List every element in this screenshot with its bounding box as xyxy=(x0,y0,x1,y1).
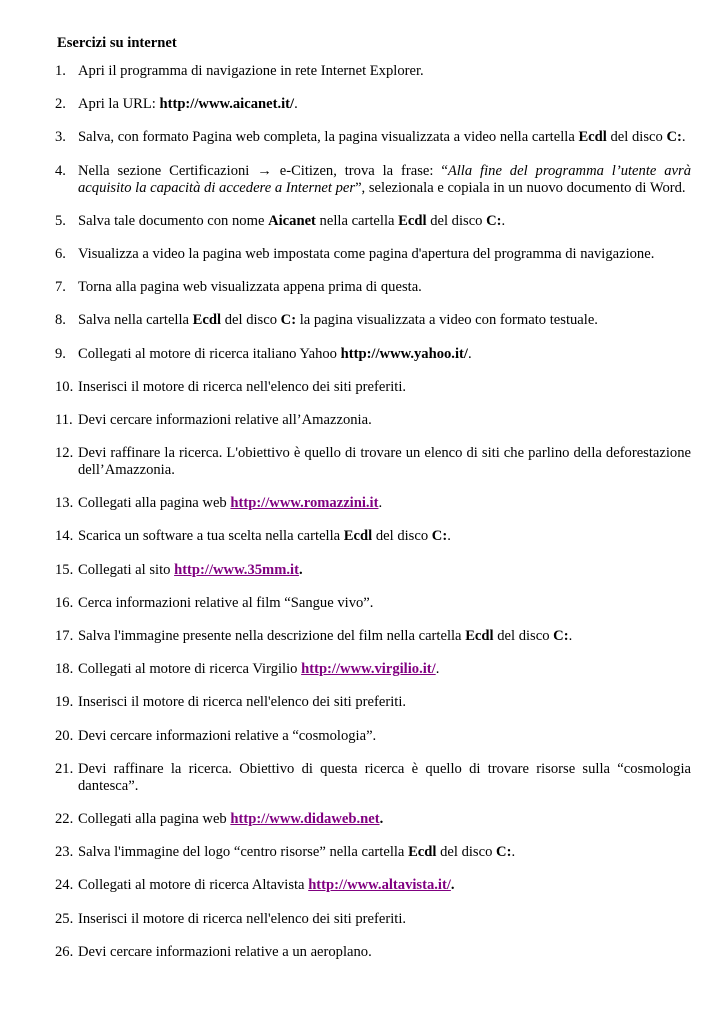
text-segment: Apri il programma di navigazione in rete Internet Explorer. xyxy=(78,63,424,79)
url-link[interactable]: http://www.altavista.it/ xyxy=(308,877,451,894)
exercise-item xyxy=(55,163,691,197)
exercise-text xyxy=(78,661,439,677)
text-segment: Devi cercare informazioni relative all’Amazzonia. xyxy=(78,411,372,428)
text-segment: Salva tale documento con nome xyxy=(78,212,269,229)
exercise-text xyxy=(78,628,572,644)
exercise-number: 19. xyxy=(55,694,74,711)
exercise-item xyxy=(55,562,691,579)
exercise-item xyxy=(55,911,691,928)
exercise-item xyxy=(55,213,691,230)
exercise-item xyxy=(55,312,691,329)
exercise-number: 18. xyxy=(55,661,74,678)
exercise-item xyxy=(55,96,691,113)
exercise-number: 1. xyxy=(55,63,66,79)
exercise-item xyxy=(55,246,691,263)
exercise-item xyxy=(55,694,691,711)
text-segment: Salva nella cartella xyxy=(78,312,193,329)
bold-text: C: xyxy=(280,312,297,329)
exercise-text xyxy=(78,944,372,960)
exercise-number: 20. xyxy=(55,727,74,744)
exercise-number: 12. xyxy=(55,445,74,462)
exercise-item xyxy=(55,445,691,479)
text-segment: del disco xyxy=(372,528,432,545)
text-segment: del disco xyxy=(606,129,667,146)
exercise-text xyxy=(78,213,505,229)
text-segment: Collegati alla pagina web xyxy=(78,810,231,827)
exercise-text xyxy=(78,811,383,827)
exercise-item xyxy=(55,877,691,894)
exercise-text xyxy=(78,346,472,362)
quoted-phrase: Alla fine del programma l’utente avrà acquisito la capacità di accedere a Internet per xyxy=(78,162,691,196)
exercise-item xyxy=(55,379,691,396)
text-segment: del disco xyxy=(436,844,497,861)
text-segment: Devi cercare informazioni relative a un aeroplano. xyxy=(78,943,372,960)
exercise-number: 3. xyxy=(55,129,66,146)
exercise-text xyxy=(78,844,515,860)
exercise-text xyxy=(78,728,376,744)
text-segment: Devi raffinare la ricerca. Obiettivo di questa ricerca è quello di trovare risorse sulla “cosmologia dantesca”. xyxy=(78,760,691,794)
text-segment: . xyxy=(501,212,506,229)
text-segment: Salva l'immagine del logo “centro risorse” nella cartella xyxy=(78,844,409,861)
exercise-text xyxy=(78,562,303,578)
exercise-number: 17. xyxy=(55,628,74,644)
exercise-text xyxy=(78,445,691,478)
text-segment: Collegati alla pagina web xyxy=(78,495,231,512)
exercise-text xyxy=(78,279,422,295)
exercise-text xyxy=(78,694,406,710)
text-segment: Cerca informazioni relative al film “Sangue vivo”. xyxy=(78,594,374,611)
text-segment: Collegati al motore di ricerca italiano Yahoo xyxy=(78,345,341,362)
exercise-item xyxy=(55,761,691,795)
exercise-text xyxy=(78,911,406,927)
text-segment: del disco xyxy=(426,212,487,229)
text-segment: Salva l'immagine presente nella descrizione del film nella cartella xyxy=(78,628,466,644)
text-segment: Inserisci il motore di ricerca nell'elenco dei siti preferiti. xyxy=(78,378,407,395)
exercise-text xyxy=(78,528,451,544)
document-title: Esercizi su internet xyxy=(57,35,177,51)
exercise-item xyxy=(55,129,691,146)
bold-text: Ecdl xyxy=(578,129,607,146)
exercise-number: 26. xyxy=(55,943,74,960)
exercise-text xyxy=(78,761,691,794)
text-segment: . xyxy=(568,628,573,644)
text-segment: la pagina visualizzata a video con formato testuale. xyxy=(296,312,598,329)
text-segment: Inserisci il motore di ricerca nell'elenco dei siti preferiti. xyxy=(78,910,407,927)
exercise-item xyxy=(55,63,691,80)
exercise-text xyxy=(78,246,654,262)
bold-text: http://www.yahoo.it/ xyxy=(340,345,468,362)
exercise-number: 21. xyxy=(55,760,74,777)
exercise-item xyxy=(55,661,691,678)
exercise-number: 4. xyxy=(55,162,66,179)
exercise-number: 9. xyxy=(55,345,66,362)
exercise-item xyxy=(55,528,691,545)
text-segment: . xyxy=(447,528,451,545)
exercise-text xyxy=(78,312,598,328)
text-segment: Nella sezione Certificazioni → e-Citizen, trova la frase: “ xyxy=(78,162,448,179)
bold-text: Ecdl xyxy=(408,844,437,861)
exercise-number: 8. xyxy=(55,312,66,329)
text-segment: . xyxy=(294,96,298,113)
text-segment: del disco xyxy=(493,628,554,644)
exercise-number: 2. xyxy=(55,96,66,113)
bold-text: Ecdl xyxy=(192,312,222,329)
exercise-number: 5. xyxy=(55,212,66,229)
exercise-text xyxy=(78,96,298,112)
text-segment: Scarica un software a tua scelta nella cartella xyxy=(78,528,344,545)
bold-text: Aicanet xyxy=(268,212,316,229)
text-segment: Devi raffinare la ricerca. L'obiettivo è quello di trovare un elenco di siti che parlino della deforestazione dell’Amazzonia. xyxy=(78,445,691,479)
bold-text: Ecdl xyxy=(465,628,494,644)
text-segment: nella cartella xyxy=(315,212,399,229)
exercise-number: 24. xyxy=(55,877,74,894)
exercise-item xyxy=(55,595,691,612)
exercise-item xyxy=(55,412,691,429)
bold-text: C: xyxy=(486,212,502,229)
exercise-number: 16. xyxy=(55,594,74,611)
exercise-number: 11. xyxy=(55,411,73,428)
text-segment: Torna alla pagina web visualizzata appena prima di questa. xyxy=(78,279,422,296)
exercise-item xyxy=(55,844,691,861)
text-segment: Inserisci il motore di ricerca nell'elenco dei siti preferiti. xyxy=(78,694,407,711)
bold-text: C: xyxy=(496,844,512,861)
text-segment: . xyxy=(467,345,472,362)
bold-text: http://www.aicanet.it/ xyxy=(159,96,295,113)
exercise-list xyxy=(55,63,691,977)
text-segment: Collegati al motore di ricerca Virgilio xyxy=(78,661,302,678)
exercise-text xyxy=(78,495,382,511)
text-segment: . xyxy=(435,661,440,678)
exercise-text xyxy=(78,595,373,611)
exercise-item xyxy=(55,944,691,961)
exercise-item xyxy=(55,279,691,296)
text-segment: Salva, con formato Pagina web completa, la pagina visualizzata a video nella cartella xyxy=(78,129,579,146)
url-link[interactable]: http://www.didaweb.net xyxy=(230,810,380,827)
bold-text: C: xyxy=(666,129,682,146)
text-segment: ”, selezionala e copiala in un nuovo documento di Word. xyxy=(355,179,686,196)
url-link[interactable]: http://www.35mm.it xyxy=(174,561,299,578)
text-segment: . xyxy=(511,844,516,861)
bold-text: Ecdl xyxy=(398,212,427,229)
exercise-item xyxy=(55,495,691,512)
text-segment: Devi cercare informazioni relative a “cosmologia”. xyxy=(78,727,377,744)
bold-text: C: xyxy=(431,528,448,545)
exercise-text xyxy=(78,877,455,893)
text-segment: Visualizza a video la pagina web impostata come pagina d'apertura del programma di navigazione. xyxy=(78,245,655,262)
exercise-number: 6. xyxy=(55,245,66,262)
exercise-text xyxy=(78,163,691,196)
bold-text: . xyxy=(450,877,455,894)
exercise-number: 15. xyxy=(55,561,74,578)
bold-text: C: xyxy=(553,628,569,644)
text-segment: Apri la URL: xyxy=(78,96,160,113)
bold-text: . xyxy=(379,810,384,827)
bold-text: Ecdl xyxy=(343,528,373,545)
exercise-number: 13. xyxy=(55,495,74,512)
url-link[interactable]: http://www.virgilio.it/ xyxy=(301,661,436,678)
text-segment: . xyxy=(681,129,686,146)
exercise-number: 10. xyxy=(55,378,74,395)
text-segment: Collegati al sito xyxy=(78,561,175,578)
exercise-number: 25. xyxy=(55,910,74,927)
exercise-number: 22. xyxy=(55,810,74,827)
exercise-text xyxy=(78,129,686,145)
exercise-item xyxy=(55,346,691,363)
exercise-number: 23. xyxy=(55,844,74,861)
exercise-item xyxy=(55,628,691,645)
exercise-number: 7. xyxy=(55,279,66,296)
exercise-item xyxy=(55,728,691,745)
exercise-text xyxy=(78,379,406,395)
exercise-text xyxy=(78,412,372,428)
exercise-number: 14. xyxy=(55,528,74,545)
exercise-item xyxy=(55,811,691,828)
bold-text: . xyxy=(298,561,303,578)
url-link[interactable]: http://www.romazzini.it xyxy=(230,495,379,512)
text-segment: del disco xyxy=(221,312,281,329)
exercise-text xyxy=(78,63,424,79)
text-segment: Collegati al motore di ricerca Altavista xyxy=(78,877,309,894)
text-segment: . xyxy=(378,495,383,512)
